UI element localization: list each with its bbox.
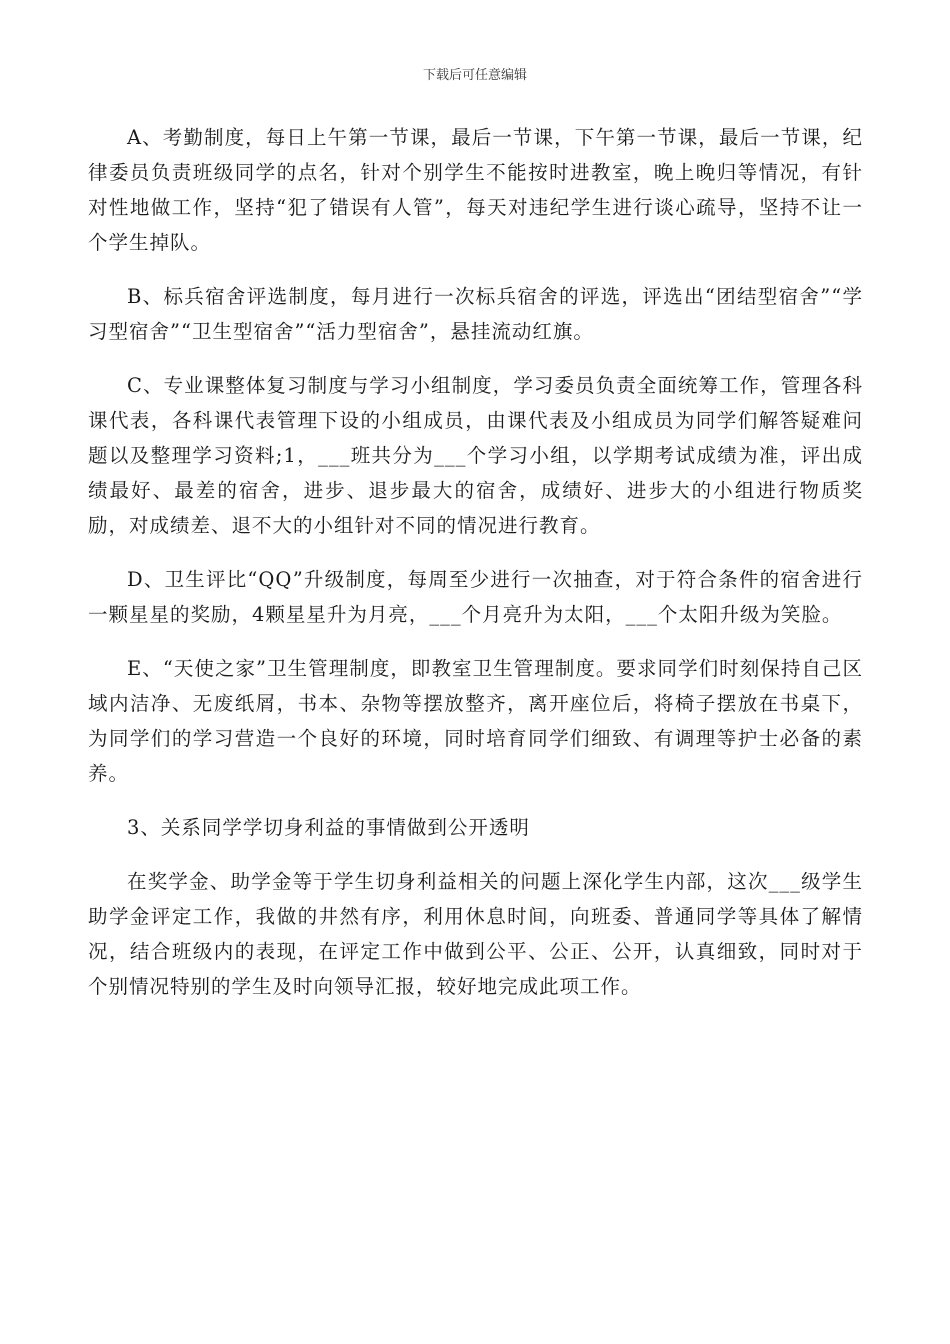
paragraph-attendance: A、考勤制度，每日上午第一节课，最后一节课，下午第一节课，最后一节课，纪律委员负责班级同学的点名，针对个别学生不能按时进教室，晚上晚归等情况，有针对性地做工作，坚持“犯了错误有人管”，每天对违纪学生进行谈心疏导，坚持不让一个学生掉队。 xyxy=(88,126,863,254)
section-heading-transparency: 3、关系同学学切身利益的事情做到公开透明 xyxy=(127,816,530,839)
paragraph-model-dorm: B、标兵宿舍评选制度，每月进行一次标兵宿舍的评选，评选出“团结型宿舍”“学习型宿舍”“卫生型宿舍”“活力型宿舍”，悬挂流动红旗。 xyxy=(88,285,863,343)
paragraph-scholarship: 在奖学金、助学金等于学生切身利益相关的问题上深化学生内部，这次___级学生助学金评定工作，我做的井然有序，利用休息时间，向班委、普通同学等具体了解情况，结合班级内的表现，在评定工作中做到公平、公正、公开，认真细致，同时对于个别情况特别的学生及时向领导汇报，较好地完成此项工作。 xyxy=(88,870,863,998)
paragraph-hygiene-qq: D、卫生评比“QQ”升级制度，每周至少进行一次抽查，对于符合条件的宿舍进行一颗星星的奖励，4颗星星升为月亮，___个月亮升为太阳，___个太阳升级为笑脸。 xyxy=(88,568,863,626)
paragraph-review-groups: C、专业课整体复习制度与学习小组制度，学习委员负责全面统筹工作，管理各科课代表，各科课代表管理下设的小组成员，由课代表及小组成员为同学们解答疑难问题以及整理学习资料;1，___班共分为___个学习小组，以学期考试成绩为准，评出成绩最好、最差的宿舍，进步、退步最大的宿舍，成绩好、进步大的小组进行物质奖励，对成绩差、退不大的小组针对不同的情况进行教育。 xyxy=(88,374,863,537)
paragraph-angel-home: E、“天使之家”卫生管理制度，即教室卫生管理制度。要求同学们时刻保持自己区域内洁净、无废纸屑，书本、杂物等摆放整齐，离开座位后，将椅子摆放在书桌下，为同学们的学习营造一个良好的环境，同时培育同学们细致、有调理等护士必备的素养。 xyxy=(88,657,863,785)
page-header: 下载后可任意编辑 xyxy=(422,68,527,83)
document-body xyxy=(88,120,863,1023)
